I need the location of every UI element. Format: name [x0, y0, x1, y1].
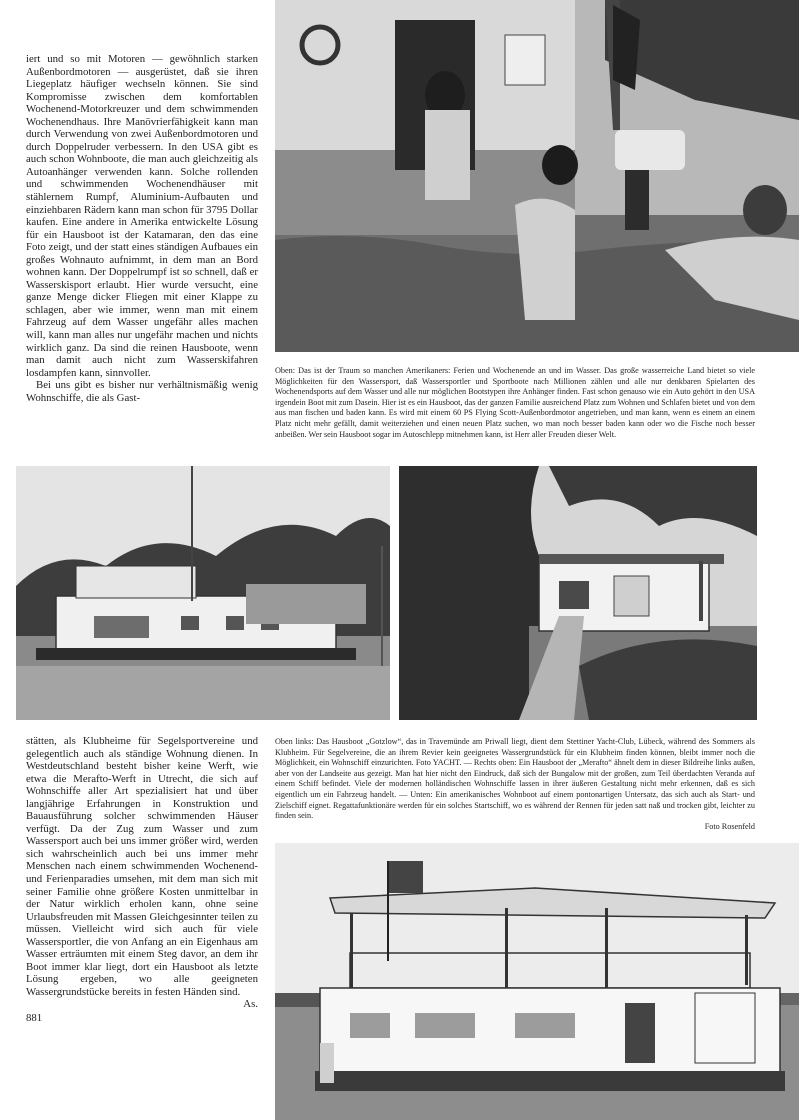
- caption-middle: [275, 737, 755, 832]
- photo-american-pontoon-houseboat: [275, 843, 799, 1120]
- photo-gotzlow-houseboat: [16, 466, 390, 720]
- article-paragraph: Bei uns gibt es bisher nur verhältnismäßig wenig Wohnschiffe, die als Gast-: [26, 379, 258, 404]
- caption-top: [275, 366, 755, 440]
- author-signature: As.: [243, 998, 258, 1011]
- page-number: 881: [26, 1012, 43, 1025]
- photo-merafto-houseboat: [399, 466, 757, 720]
- article-paragraph: iert und so mit Motoren — gewöhnlich starken Außenbordmotoren — ausgerüstet, daß sie ihren Liegeplatz häufiger wechseln können. Sie sind Kompromisse zwischen dem komfortablen Wochenend-Motorkreuzer und dem schwimmenden Wochenendhaus. Ihre Manövrierfähigkeit kann man durch Verwendung von zwei Außenbordmotoren und durch Doppelruder verbessern. In den USA gibt es auch schon Wohnboote, die man auch gleichzeitig als Autoanhänger verwenden kann. Solche rollenden und schwimmenden Wochenendhäuser mit stählernem Rumpf, Aluminium-Aufbauten und einziehbaren Rädern kann man schon für 3795 Dollar kaufen. Eine andere in Amerika entwickelte Lösung für ein Hausboot ist der Katamaran, den das eine Foto zeigt, und der statt eines ständigen Aufbaues ein großes Wohnauto aufnimmt, in dem man an Bord wohnen kann. Der Doppelrumpf ist so schnell, daß er Wasserskisport erlaubt. Hier wurde versucht, eine ganze Menge dicker Fliegen mit einer Klappe zu schlagen, aber wie immer, wenn man mit einem Fahrzeug auf dem Wasser ungefähr alles machen will, kann man alles nur ungefähr machen und nichts wirklich ganz. Da sind die reinen Hausboote, wenn man damit auch nicht zum Wasserskifahren losdampfen kann, sinnvoller.: [26, 53, 258, 379]
- caption-top-text: Oben: Das ist der Traum so manchen Amerikaners: Ferien und Wochenende an und im Wasser. Das große wasserreiche Land bietet so viele Möglichkeiten für den Wassersport, daß Wassersportler und Sportboote nach Millionen zählen und alle nur denkbaren Spielarten des Wochenendsports auf dem Wasser und alle nur möglichen Bootstypen ihre Anhänger finden. Fast schon genauso wie ein Auto gehört in den USA irgendein Boot mit zum Dasein. Hier ist es ein Hausboot, das der ganzen Familie ausreichend Platz zum Wohnen und Schlafen bietet und von dem aus man fischen und baden kann. Es wird mit einem 60 PS Flying Scott-Außenbordmotor angetrieben, und man kann, wenn es einem an einem Platz nicht mehr gefällt, damit weiterziehen und einen neuen Platz suchen, wo man noch besser baden kann oder wo die Fische noch besser anbeißen. Wer sein Hausboot sogar im Autoschlepp mitnehmen kann, ist Herr aller Freuden dieser Welt.: [275, 366, 755, 439]
- article-paragraph: stätten, als Klubheime für Segelsportvereine und gelegentlich auch als ständige Wohnung dienen. In Westdeutschland besteht bisher keine Werft, wie etwa die Merafto-Werft in Utrecht, die sich auf Wohnschiffe aller Art spezialisiert hat und über langjährige Erfahrungen in Konstruktion und Bauausführung solcher schwimmenden Häuser verfügt. Da der Zug zum Wasser und zum Wassersport auch bei uns immer größer wird, werden sich wahrscheinlich auch bei uns immer mehr Menschen nach einem schwimmenden Wochenend- und Ferienparadies umsehen, mit dem man sich mit seiner Familie ohne größere Kosten unmittelbar in der Natur wirklich erholen kann, ohne seine Urlaubsfreuden mit Massen Gleichgesinnter teilen zu müssen. Vielleicht wird sich auch für viele Wassersportler, die von Anfang an ein Eigenhaus am Wasser erträumten mit einem Steg davor, an dem ihr Boot immer klar liegt, dort ein Hausboot als letzte Lösung ergeben, wo alle geeigneten Wassergrundstücke bereits in festen Händen sind.: [26, 735, 258, 998]
- article-column-bottom: [26, 735, 258, 1025]
- photo-family-houseboat: [275, 0, 799, 352]
- caption-middle-text: Oben links: Das Hausboot „Gotzlow“, das in Travemünde am Priwall liegt, dient dem Stettiner Yacht-Club, Lübeck, während des Sommers als Klubheim. Für Segelvereine, die an ihrem Revier kein geeignetes Wassergrundstück für ein Klubheim finden können, bleibt immer noch die Möglichkeit, ein Wohnschiff einzurichten. Foto YACHT. — Rechts oben: Ein Hausboot der „Merafto“ ähnelt dem in dieser Bildreihe links außen, aber von der Landseite aus gezeigt. Man hat hier nicht den Eindruck, daß sich der Bungalow mit der großen, zum Teil überdachten Veranda auf einem Schiff befindet. Viele der modernen holländischen Wohnschiffe lassen in ihrer äußeren Gestaltung nicht mehr erkennen, daß es sich eigentlich um ein Fahrzeug handelt. — Unten: Ein amerikanisches Wohnboot auf einem pontonartigen Untersatz, das sich auch als Start- und Zielschiff eignet. Regattafunktionäre werden für ein solches Startschiff, wo es während der Rennen für jeden satt naß und trocken gibt, leichter zu finden sein.: [275, 737, 755, 821]
- photo-credit: Foto Rosenfeld: [704, 821, 755, 831]
- article-column-top: [26, 53, 258, 404]
